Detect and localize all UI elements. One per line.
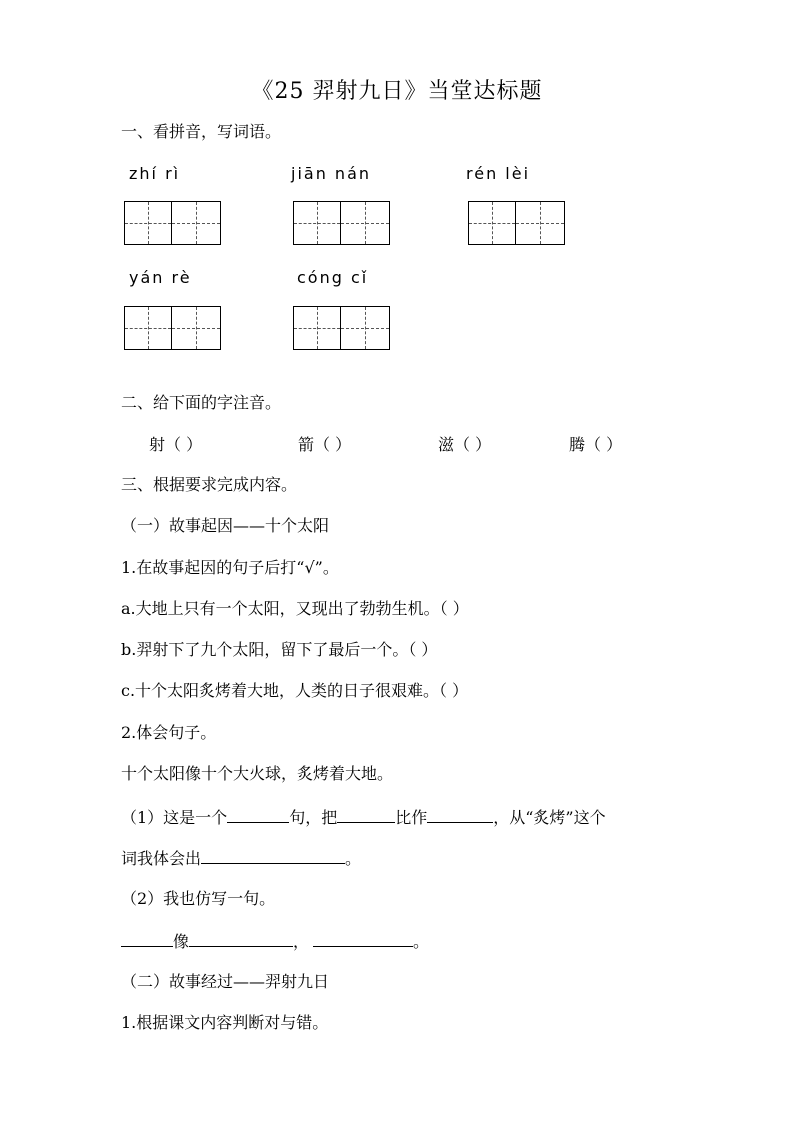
grid-cell[interactable] (293, 201, 341, 245)
sub1-text: 词我体会出 (121, 849, 202, 868)
writing-grid-5[interactable] (293, 306, 390, 350)
zhuyin-char: 腾 (569, 435, 586, 454)
section3-heading: 三、根据要求完成内容。 (121, 475, 298, 494)
imitate-text: 像 (173, 932, 190, 951)
question-1: 1.在故事起因的句子后打“√”。 (121, 558, 339, 577)
writing-grid-2[interactable] (293, 201, 390, 245)
zhuyin-item-1 (149, 432, 202, 455)
pinyin-5: cóng cǐ (297, 268, 369, 287)
grid-cell[interactable] (124, 201, 172, 245)
blank-imitate-3[interactable] (313, 930, 413, 947)
option-c[interactable]: c.十个太阳炙烤着大地，人类的日子很艰难。（ ） (121, 681, 469, 700)
zhuyin-char: 箭 (298, 435, 315, 454)
grid-cell[interactable] (293, 306, 341, 350)
zhuyin-char: 滋 (438, 435, 455, 454)
writing-grid-1[interactable] (124, 201, 221, 245)
zhuyin-char: 射 (149, 435, 166, 454)
zhuyin-answer[interactable]: （ ） (165, 435, 203, 454)
sub1-text: 比作 (395, 808, 428, 827)
imitate-text: ， (293, 932, 310, 951)
part2-question-1: 1.根据课文内容判断对与错。 (121, 1013, 329, 1032)
grid-cell[interactable] (172, 306, 221, 350)
grid-cell[interactable] (341, 306, 390, 350)
writing-grid-4[interactable] (124, 306, 221, 350)
zhuyin-item-4 (569, 432, 622, 455)
grid-cell[interactable] (172, 201, 221, 245)
sub-question-1-cont (121, 847, 361, 869)
question-2: 2.体会句子。 (121, 723, 217, 742)
sub1-text: 。 (345, 849, 362, 868)
option-a[interactable]: a.大地上只有一个太阳，又现出了勃勃生机。（ ） (121, 599, 469, 618)
section1-heading: 一、看拼音，写词语。 (121, 122, 282, 141)
sub1-text: ，从“炙烤”这个 (493, 808, 606, 827)
grid-cell[interactable] (124, 306, 172, 350)
blank-feeling[interactable] (201, 847, 345, 864)
zhuyin-answer[interactable]: （ ） (454, 435, 492, 454)
example-sentence: 十个太阳像十个大火球，炙烤着大地。 (121, 764, 394, 783)
blank-imitate-1[interactable] (121, 930, 173, 947)
part1-heading: （一）故事起因——十个太阳 (121, 516, 330, 535)
pinyin-2: jiān nán (291, 164, 372, 183)
blank-metaphor[interactable] (427, 806, 493, 823)
zhuyin-answer[interactable]: （ ） (314, 435, 352, 454)
section2-heading: 二、给下面的字注音。 (121, 393, 282, 412)
pinyin-3: rén lèi (466, 164, 531, 183)
imitate-text: 。 (413, 932, 430, 951)
imitation-line (121, 930, 429, 952)
zhuyin-item-3 (438, 432, 491, 455)
zhuyin-item-2 (298, 432, 351, 455)
blank-imitate-2[interactable] (189, 930, 293, 947)
zhuyin-answer[interactable]: （ ） (585, 435, 623, 454)
pinyin-4: yán rè (129, 268, 192, 287)
sub1-text: （1）这是一个 (121, 808, 228, 827)
grid-cell[interactable] (468, 201, 516, 245)
blank-sentence-type[interactable] (227, 806, 289, 823)
blank-subject[interactable] (337, 806, 395, 823)
option-b[interactable]: b.羿射下了九个太阳，留下了最后一个。（ ） (121, 640, 438, 659)
page-title: 《25 羿射九日》当堂达标题 (251, 79, 543, 104)
sub-question-2: （2）我也仿写一句。 (121, 889, 276, 908)
pinyin-1: zhí rì (129, 164, 181, 183)
sub1-text: 句，把 (289, 808, 338, 827)
sub-question-1 (121, 806, 606, 828)
writing-grid-3[interactable] (468, 201, 565, 245)
grid-cell[interactable] (341, 201, 390, 245)
part2-heading: （二）故事经过——羿射九日 (121, 972, 330, 991)
grid-cell[interactable] (516, 201, 565, 245)
